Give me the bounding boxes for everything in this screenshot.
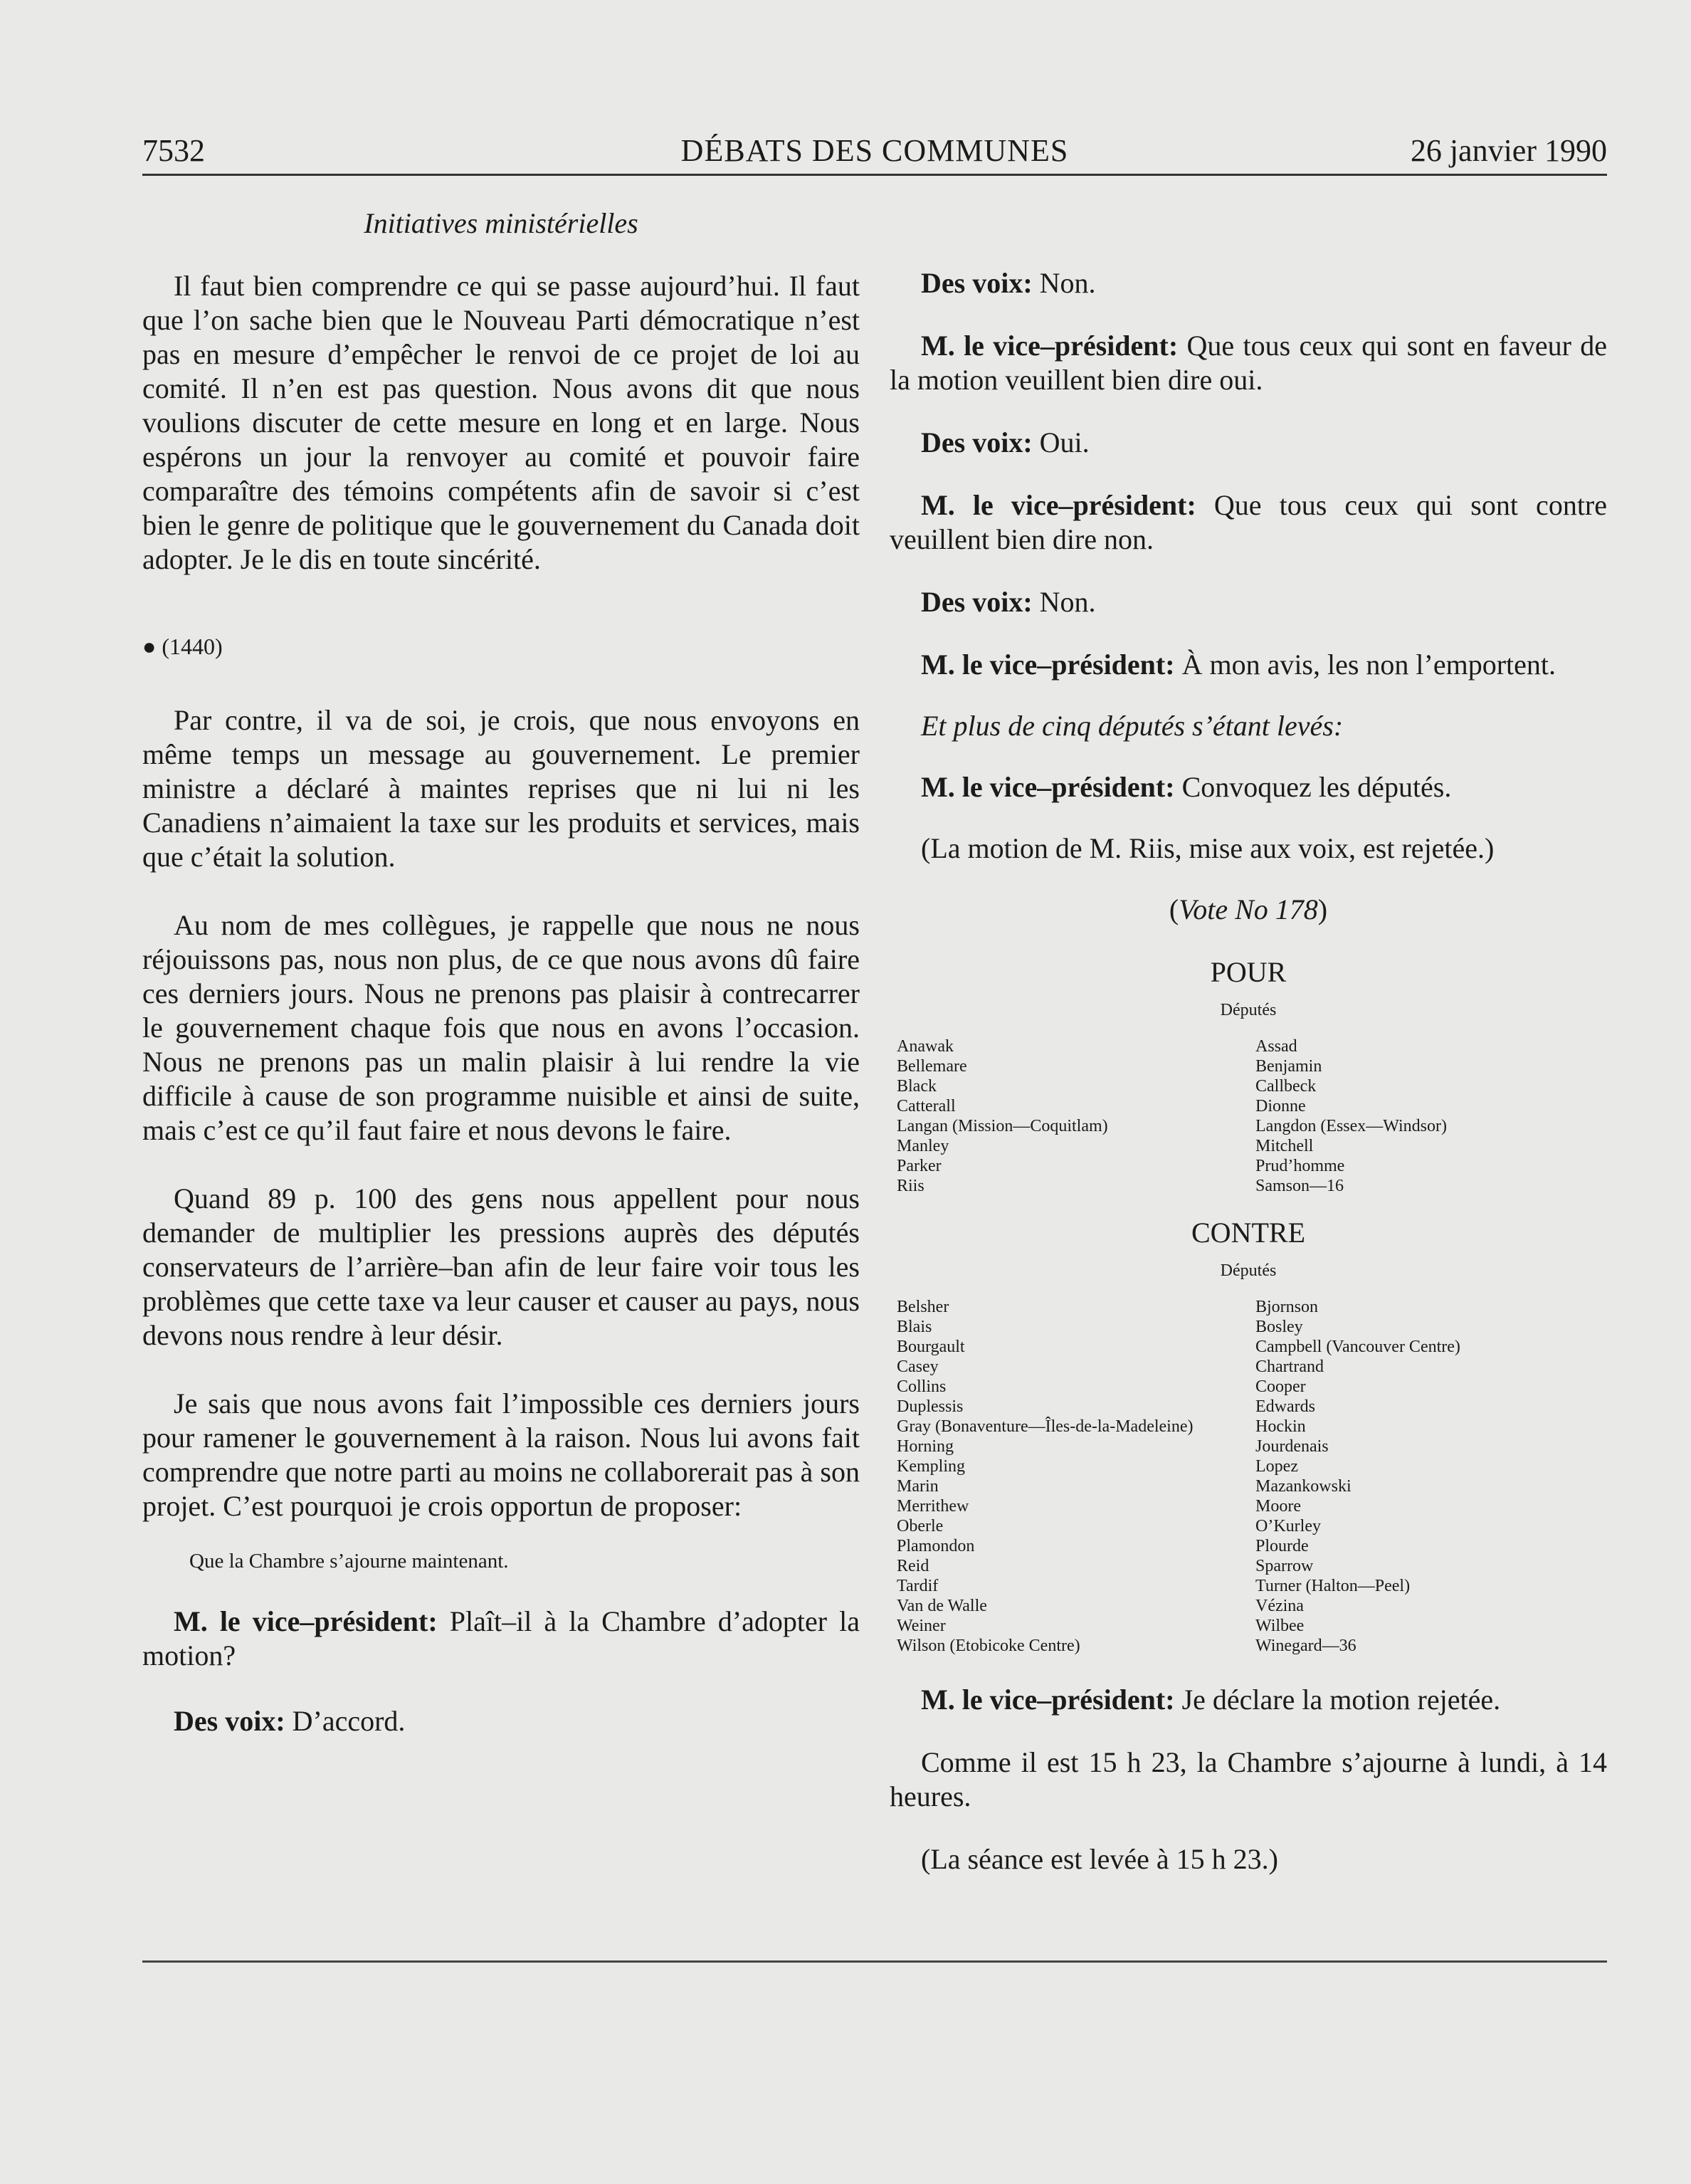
pour-list <box>890 1036 1607 1202</box>
speech: M. le vice–président: Convoquez les députés. <box>921 771 1452 803</box>
member-name: Blais <box>897 1318 932 1336</box>
footer-rule <box>142 1960 1607 1963</box>
contre-title: CONTRE <box>1191 1217 1305 1249</box>
bullet-icon: ● <box>142 634 162 659</box>
member-name: Wilbee <box>1255 1617 1305 1635</box>
pour-title: POUR <box>1210 956 1287 988</box>
member-name: Casey <box>897 1358 939 1376</box>
member-name: Langdon (Essex—Windsor) <box>1255 1117 1447 1135</box>
left-column <box>142 206 860 1738</box>
timestamp: ● (1440) <box>142 634 223 659</box>
member-name: Plamondon <box>897 1537 975 1555</box>
member-name: Kempling <box>897 1457 965 1476</box>
member-name: Manley <box>897 1137 949 1155</box>
publication-title: DÉBATS DES COMMUNES <box>680 133 1069 168</box>
paragraph: Au nom de mes collègues, je rappelle que nous ne nous réjouissons pas, nous non plus, de ce que nous avons dû faire ces derniers jours. Nous ne prenons pas plaisir à contrecarrer le gouvernement chaque fois que nous en avons l’occasion. Nous ne prenons pas un malin plaisir à lui rendre la vie difficile à cause de son programme nuisible et ainsi de suite, mais c’est ce qu’il faut faire et nous devons le faire. <box>142 909 860 1146</box>
member-name: Prud’homme <box>1255 1157 1345 1175</box>
member-name: Merrithew <box>897 1497 969 1516</box>
member-name: Callbeck <box>1255 1077 1317 1096</box>
member-name: Dionne <box>1255 1097 1306 1115</box>
member-name: Bellemare <box>897 1057 967 1076</box>
vote-number: (Vote No 178) <box>1169 893 1328 925</box>
speech: M. le vice–président: Plaît–il à la Chambre d’adopter la motion? <box>142 1605 860 1671</box>
paragraph: Il faut bien comprendre ce qui se passe aujourd’hui. Il faut que l’on sache bien que le Nouveau Parti démocratique n’est pas en mesure d’empêcher le renvoi de ce projet de loi au comité. Il n’en est pas question. Nous avons dit que nous voulions discuter de cette mesure en long et en large. Nous espérons un jour la renvoyer au comité et pouvoir faire comparaître des témoins compétents afin de savoir si c’est bien le genre de politique que le gouvernement du Canada doit adopter. Je le dis en toute sincérité. <box>142 270 860 575</box>
member-name: O’Kurley <box>1255 1517 1321 1535</box>
member-name: Black <box>897 1077 937 1096</box>
speech: Des voix: Non. <box>921 586 1096 618</box>
contre-column-1 <box>897 1297 1193 1656</box>
right-column <box>890 206 1607 1876</box>
member-name: Moore <box>1255 1497 1301 1516</box>
speech: Des voix: D’accord. <box>174 1705 406 1737</box>
member-name: Weiner <box>897 1617 946 1635</box>
adjournment-line: (La séance est levée à 15 h 23.) <box>921 1843 1278 1875</box>
member-name: Assad <box>1255 1037 1297 1056</box>
member-name: Cooper <box>1255 1377 1306 1396</box>
member-name: Plourde <box>1255 1537 1309 1555</box>
speech: Des voix: Oui. <box>921 426 1090 458</box>
member-name: Chartrand <box>1255 1358 1324 1376</box>
member-name: Riis <box>897 1177 924 1195</box>
contre-column-2 <box>1255 1297 1460 1656</box>
speaker: Des voix: <box>174 1705 285 1737</box>
member-name: Oberle <box>897 1517 944 1535</box>
member-name: Bjornson <box>1255 1298 1319 1316</box>
member-name: Gray (Bonaventure—Îles-de-la-Madeleine) <box>897 1417 1194 1436</box>
member-name: Vézina <box>1255 1597 1304 1615</box>
pour-column-2 <box>1255 1036 1447 1196</box>
member-name: Bosley <box>1255 1318 1303 1336</box>
closing-paragraph: Comme il est 15 h 23, la Chambre s’ajourne à lundi, à 14 heures. <box>890 1746 1607 1812</box>
member-name: Belsher <box>897 1298 949 1316</box>
member-name: Horning <box>897 1437 954 1456</box>
member-name: Benjamin <box>1255 1057 1322 1076</box>
paragraph: Quand 89 p. 100 des gens nous appellent pour nous demander de multiplier les pressions auprès des députés conservateurs de l’arrière–ban afin de leur faire voir tous les problèmes que cette taxe va leur causer et causer au pays, nous devons nous rendre à leur désir. <box>142 1182 860 1351</box>
contre-list <box>890 1297 1607 1661</box>
member-name: Edwards <box>1255 1397 1315 1416</box>
speech: M. le vice–président: À mon avis, les non l’emportent. <box>921 649 1556 681</box>
member-name: Jourdenais <box>1255 1437 1329 1456</box>
member-name: Reid <box>897 1557 929 1575</box>
member-name: Turner (Halton—Peel) <box>1255 1577 1411 1595</box>
member-name: Anawak <box>897 1037 954 1056</box>
stage-direction: Et plus de cinq députés s’étant levés: <box>921 710 1344 742</box>
speaker: M. le vice–président: <box>174 1605 438 1637</box>
member-name: Marin <box>897 1477 939 1496</box>
member-name: Mazankowski <box>1255 1477 1352 1496</box>
member-name: Wilson (Etobicoke Centre) <box>897 1637 1080 1655</box>
speech: M. le vice–président: Que tous ceux qui sont en faveur de la motion veuillent bien dire oui. <box>890 330 1608 396</box>
speech: M. le vice–président: Je déclare la motion rejetée. <box>921 1684 1501 1716</box>
member-name: Van de Walle <box>897 1597 987 1615</box>
page-number: 7532 <box>142 133 205 168</box>
pour-column-1 <box>897 1036 1108 1196</box>
pour-subtitle: Députés <box>1220 1001 1277 1019</box>
member-name: Samson—16 <box>1255 1177 1344 1195</box>
page-header <box>142 128 1607 174</box>
member-name: Duplessis <box>897 1397 964 1416</box>
paragraph: Par contre, il va de soi, je crois, que nous envoyons en même temps un message au gouvernement. Le premier ministre a déclaré à maintes reprises que ni lui ni les Canadiens n’aimaient la taxe sur les produits et services, mais que c’était la solution. <box>142 704 860 873</box>
member-name: Hockin <box>1255 1417 1306 1436</box>
section-title: Initiatives ministérielles <box>364 207 638 239</box>
motion-text: Que la Chambre s’ajourne maintenant. <box>189 1550 509 1573</box>
member-name: Tardif <box>897 1577 939 1595</box>
member-name: Winegard—36 <box>1255 1637 1357 1655</box>
member-name: Mitchell <box>1255 1137 1314 1155</box>
speech: Des voix: Non. <box>921 267 1096 299</box>
member-name: Collins <box>897 1377 947 1396</box>
page-date: 26 janvier 1990 <box>1410 133 1607 168</box>
contre-subtitle: Députés <box>1220 1261 1277 1280</box>
member-name: Lopez <box>1255 1457 1298 1476</box>
member-name: Catterall <box>897 1097 956 1115</box>
header-rule <box>142 174 1607 176</box>
member-name: Bourgault <box>897 1338 965 1356</box>
result-line: (La motion de M. Riis, mise aux voix, est rejetée.) <box>921 832 1495 864</box>
member-name: Campbell (Vancouver Centre) <box>1255 1338 1460 1356</box>
speech: M. le vice–président: Que tous ceux qui sont contre veuillent bien dire non. <box>890 489 1607 555</box>
paragraph: Je sais que nous avons fait l’impossible ces derniers jours pour ramener le gouvernement à la raison. Nous lui avons fait comprendre que notre parti au moins ne collaborerait pas à son projet. C’est pourquoi je crois opportun de proposer: <box>142 1387 860 1522</box>
member-name: Parker <box>897 1157 942 1175</box>
member-name: Sparrow <box>1255 1557 1314 1575</box>
member-name: Langan (Mission—Coquitlam) <box>897 1117 1108 1135</box>
